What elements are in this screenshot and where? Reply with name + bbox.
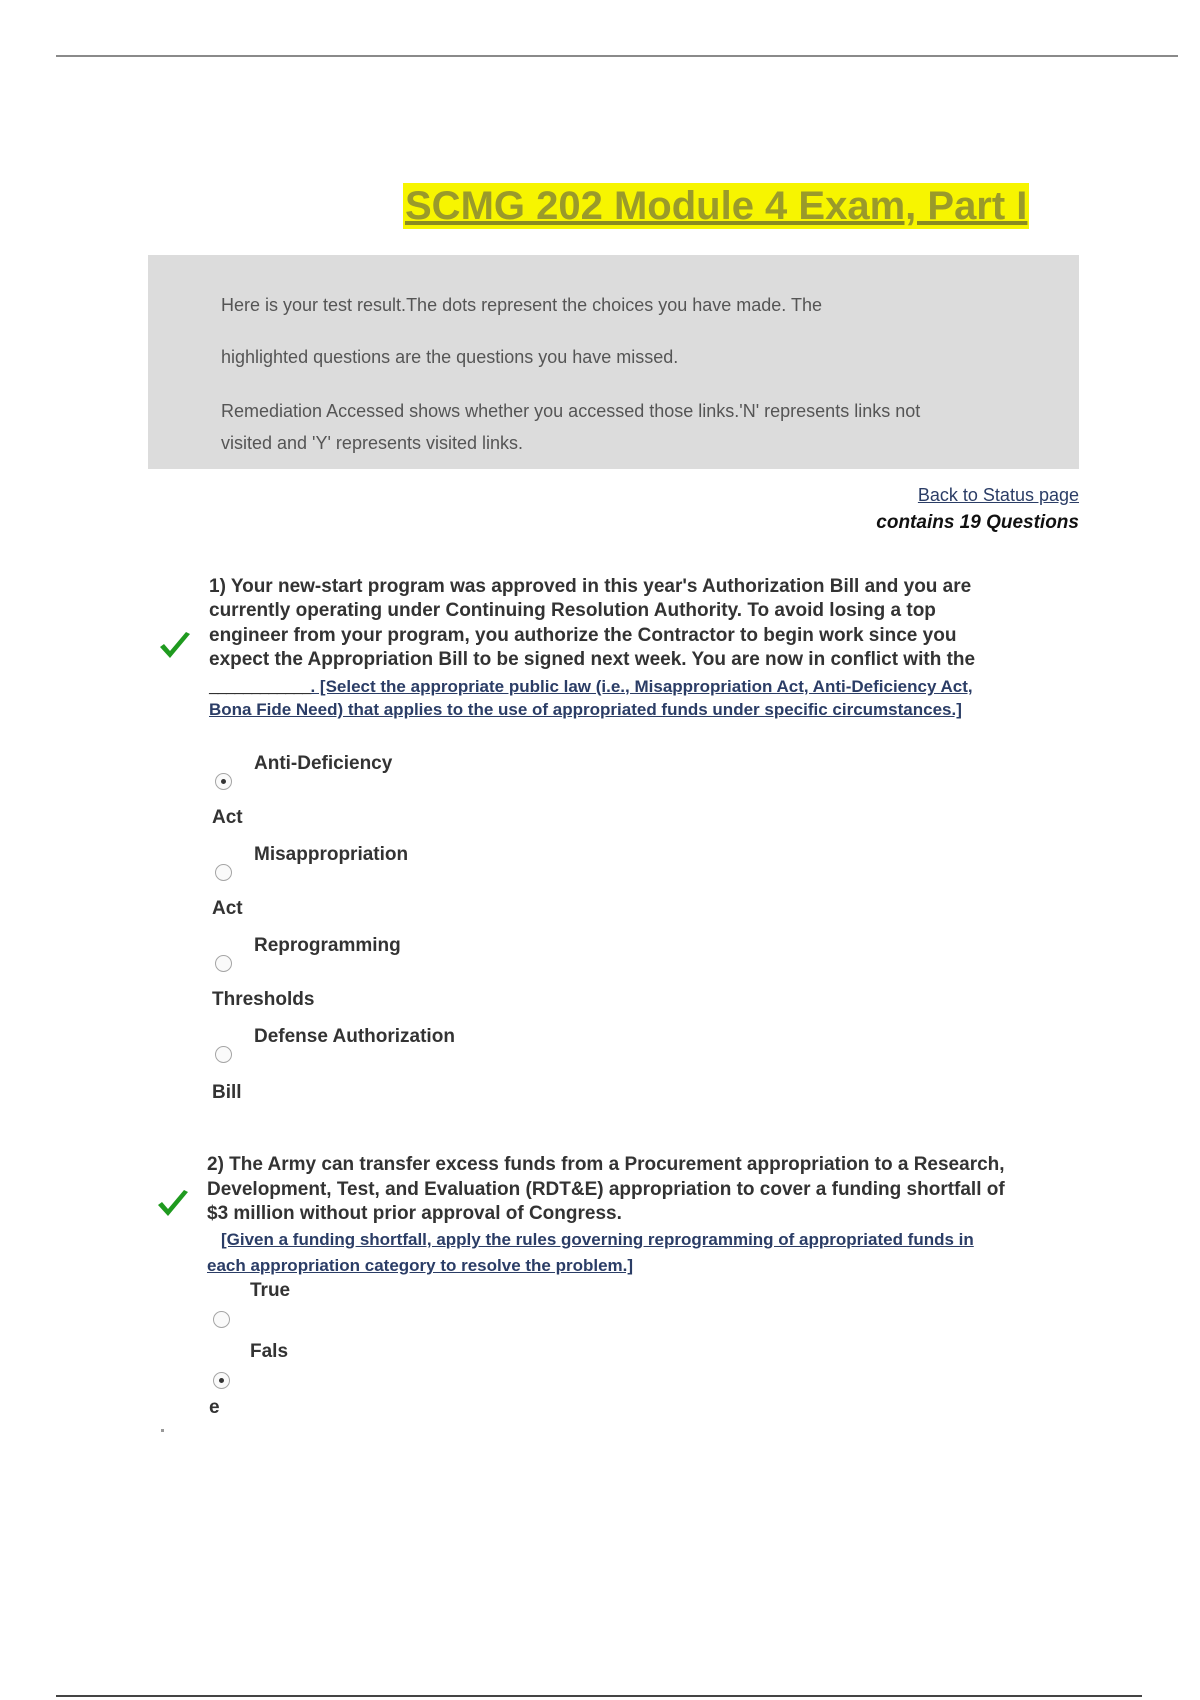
info-line-2: highlighted questions are the questions you have missed. xyxy=(221,347,679,367)
question-1-reference-line[interactable]: Bona Fide Need) that applies to the use of appropriated funds under specific circumstances.] xyxy=(209,700,962,719)
radio-selected[interactable] xyxy=(213,1372,230,1389)
question-1-reference-line[interactable] xyxy=(209,675,973,698)
checkmark-icon xyxy=(155,1187,191,1223)
option-label: Act xyxy=(212,898,243,919)
option-label: Bill xyxy=(212,1082,242,1103)
back-to-status-link[interactable]: Back to Status page xyxy=(917,485,1079,505)
option-label: True xyxy=(250,1280,291,1301)
radio-unselected[interactable] xyxy=(213,1311,230,1328)
question-count: contains 19 Questions xyxy=(876,512,1079,533)
bottom-divider xyxy=(56,1695,1142,1697)
option-label: Misappropriation xyxy=(254,844,409,865)
question-1-text-line: engineer from your program, you authorize the Contractor to begin work since you xyxy=(209,625,957,646)
option-label: e xyxy=(209,1397,220,1418)
radio-unselected[interactable] xyxy=(215,955,232,972)
radio-unselected[interactable] xyxy=(215,864,232,881)
option-label: Thresholds xyxy=(212,989,315,1010)
question-1-text-line: 1) Your new-start program was approved in this year's Authorization Bill and you are xyxy=(209,576,972,597)
top-divider xyxy=(56,55,1178,57)
question-2-text-line: $3 million without prior approval of Congress. xyxy=(207,1203,622,1224)
option-label: Act xyxy=(212,807,243,828)
question-2-text-line: 2) The Army can transfer excess funds from a Procurement appropriation to a Research, xyxy=(207,1154,1005,1175)
page-title: SCMG 202 Module 4 Exam, Part I xyxy=(405,184,1028,228)
question-2-reference-line[interactable]: [Given a funding shortfall, apply the rules governing reprogramming of appropriated funds in xyxy=(221,1230,974,1249)
option-label: Reprogramming xyxy=(254,935,401,956)
question-1-text-line: expect the Appropriation Bill to be signed next week. You are now in conflict with the xyxy=(209,649,976,670)
option-label: Defense Authorization xyxy=(254,1026,455,1047)
reference-text: . [Select the appropriate public law (i.e., Misappropriation Act, Anti-Deficiency Act, xyxy=(310,677,973,696)
answer-blank: ____________ xyxy=(209,677,311,696)
question-2-text-line: Development, Test, and Evaluation (RDT&E) appropriation to cover a funding shortfall of xyxy=(207,1179,1005,1200)
option-label: Fals xyxy=(250,1341,289,1362)
option-label: Anti-Deficiency xyxy=(254,753,393,774)
result-info-panel xyxy=(148,255,1079,469)
radio-unselected[interactable] xyxy=(215,1046,232,1063)
radio-selected[interactable] xyxy=(215,773,232,790)
info-line-4: visited and 'Y' represents visited links. xyxy=(221,433,524,453)
stray-dot xyxy=(161,1429,164,1432)
checkmark-icon xyxy=(157,629,193,665)
question-1-text-line: currently operating under Continuing Resolution Authority. To avoid losing a top xyxy=(209,600,936,621)
info-line-1: Here is your test result.The dots represent the choices you have made. The xyxy=(221,295,822,315)
question-2-reference-line[interactable]: each appropriation category to resolve the problem.] xyxy=(207,1256,634,1275)
info-line-3: Remediation Accessed shows whether you accessed those links.'N' represents links not xyxy=(221,401,921,421)
